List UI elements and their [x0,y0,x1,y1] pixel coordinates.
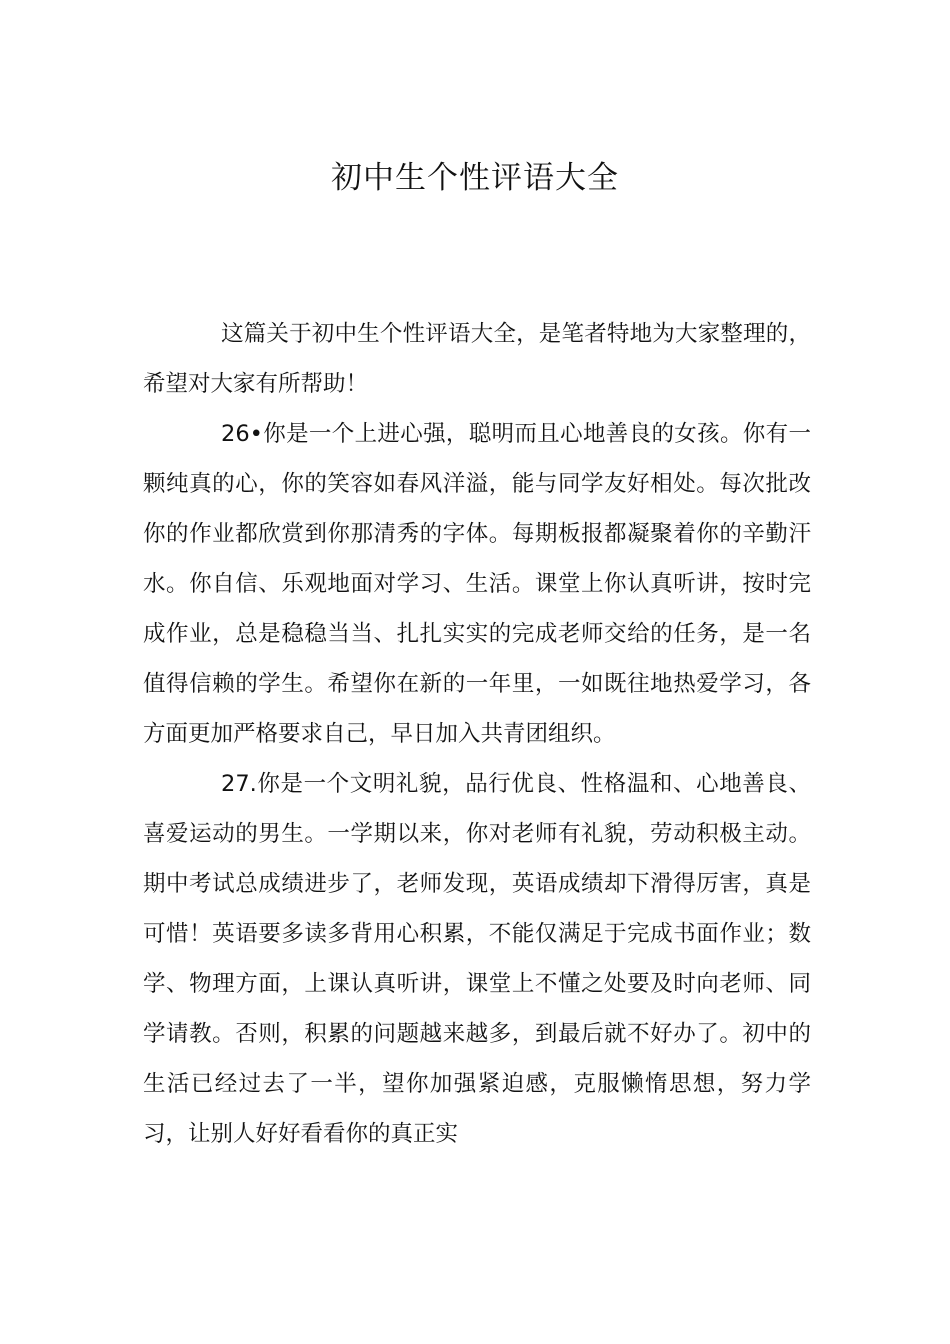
page-title: 初中生个性评语大全 [331,160,619,196]
paragraph-number: 27. [221,771,257,797]
comment-paragraph-26 [143,409,811,759]
paragraph-text: 你是一个文明礼貌，品行优良、性格温和、心地善良、喜爱运动的男生。一学期以来，你对老师有礼貌，劳动积极主动。期中考试总成绩进步了，老师发现，英语成绩却下滑得厉害，真是可惜！英语要多读多背用心积累，不能仅满足于完成书面作业；数学、物理方面，上课认真听讲，课堂上不懂之处要及时向老师、同学请教。否则，积累的问题越来越多，到最后就不好办了。初中的生活已经过去了一半，望你加强紧迫感，克服懒惰思想，努力学习，让别人好好看看你的真正实 [143,771,811,1147]
document-body [143,309,811,1159]
intro-paragraph [143,309,811,409]
paragraph-text: 你是一个上进心强，聪明而且心地善良的女孩。你有一颗纯真的心，你的笑容如春风洋溢，能与同学友好相处。每次批改你的作业都欣赏到你那清秀的字体。每期板报都凝聚着你的辛勤汗水。你自信、乐观地面对学习、生活。课堂上你认真听讲，按时完成作业，总是稳稳当当、扎扎实实的完成老师交给的任务，是一名值得信赖的学生。希望你在新的一年里，一如既往地热爱学习，各方面更加严格要求自己，早日加入共青团组织。 [143,421,811,747]
paragraph-text: 这篇关于初中生个性评语大全，是笔者特地为大家整理的，希望对大家有所帮助！ [143,321,811,397]
paragraph-number: 26• [221,421,263,447]
comment-paragraph-27 [143,759,811,1159]
